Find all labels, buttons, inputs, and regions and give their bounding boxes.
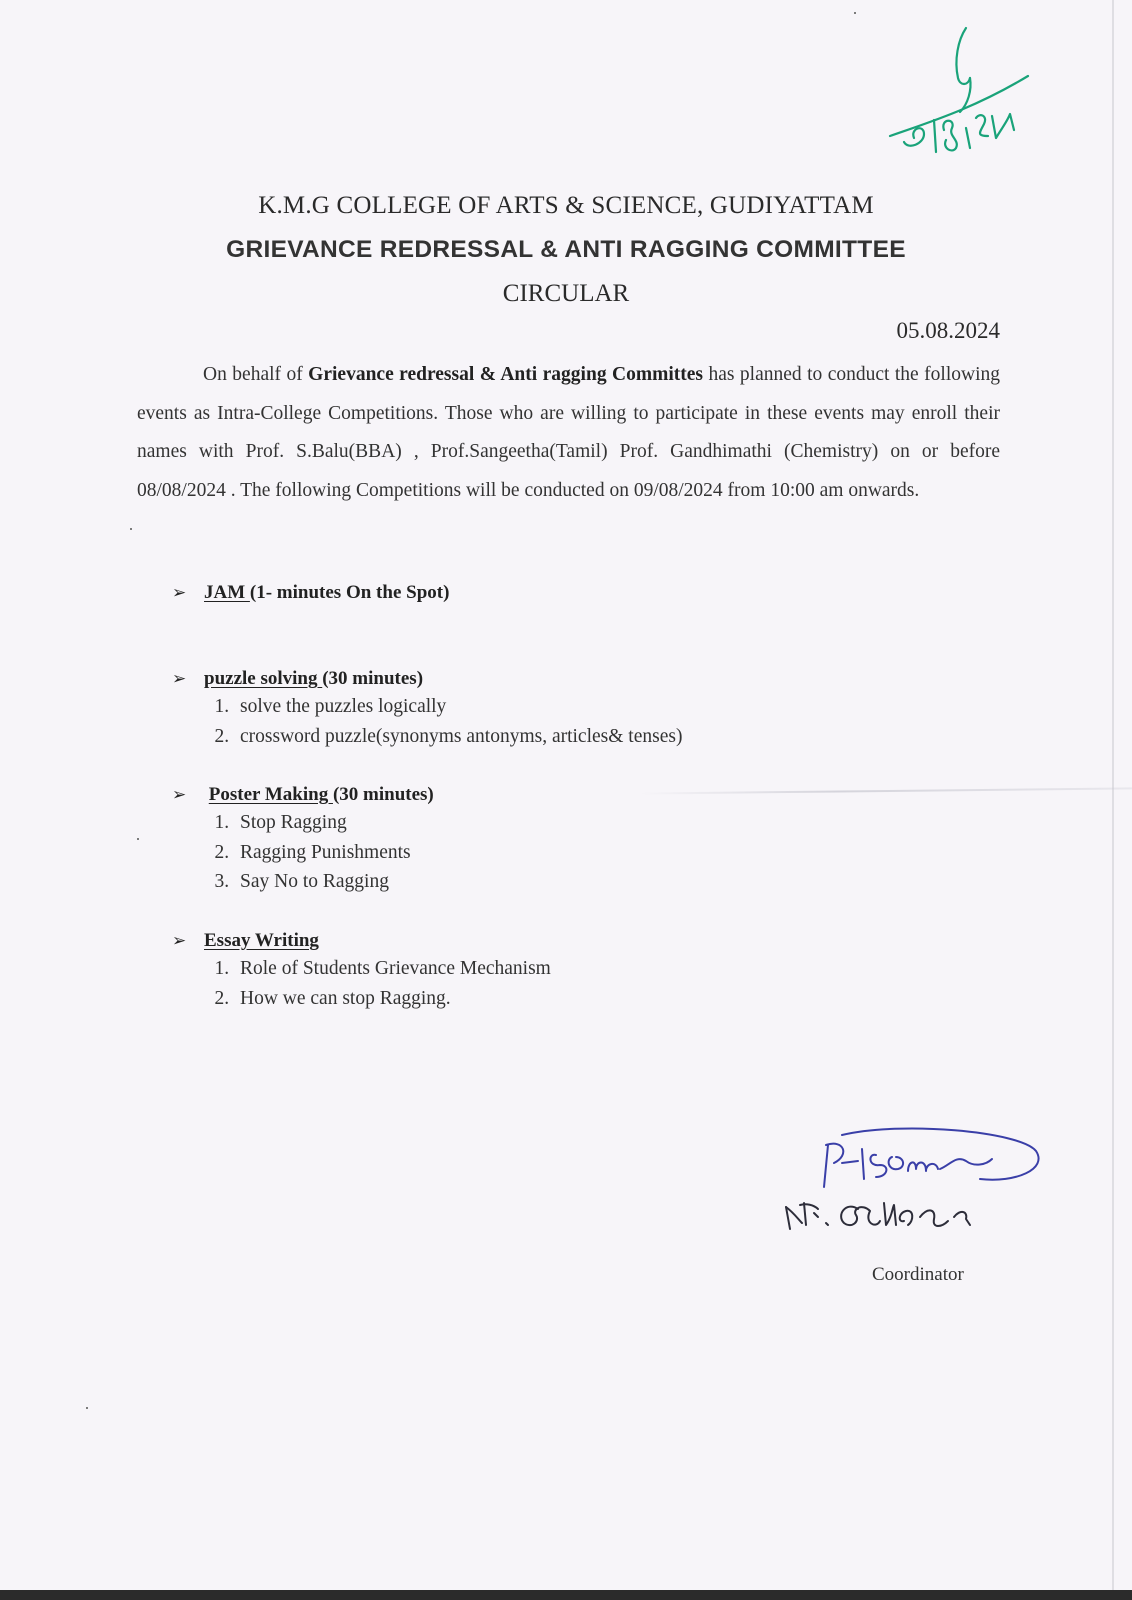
circular-date: 05.08.2024	[896, 318, 1000, 343]
coordinator-signatures	[780, 1125, 1060, 1260]
event-topic: 1. Stop Ragging	[234, 808, 434, 838]
event-topic: 2. Ragging Punishments	[234, 838, 434, 868]
intro-prefix: On behalf of	[203, 364, 309, 385]
event-detail: (1- minutes On the Spot)	[249, 582, 450, 603]
event-poster-making	[172, 784, 434, 897]
scan-speck	[86, 1407, 88, 1409]
event-title: JAM	[204, 582, 250, 603]
college-name: K.M.G COLLEGE OF ARTS & SCIENCE, GUDIYATTAM	[258, 192, 874, 219]
event-heading	[172, 582, 449, 604]
intro-text: has planned to conduct the following events as Intra-College Competitions. Those who are willing to participate in these events may enroll their names with Prof. S.Balu(BBA) , Prof.Sangeetha(Tamil) Prof. Gandhimathi (Chemistry) on or before 08/08/2024 . The following Competitions will be conducted on 09/08/2024 from 10:00 am onwards.	[137, 364, 1000, 501]
event-essay-writing	[172, 930, 551, 1013]
circular-body	[137, 356, 1000, 510]
committee-reference: Grievance redressal & Anti ragging Committes	[308, 364, 703, 385]
document-type: CIRCULAR	[502, 280, 630, 307]
scan-speck	[854, 12, 856, 14]
arrow-bullet-icon: ➢	[172, 583, 187, 602]
event-topic: 3. Say No to Ragging	[234, 867, 434, 897]
black-signature	[786, 1203, 970, 1229]
approval-initials-signature	[880, 20, 1040, 160]
event-detail: (30 minutes)	[322, 668, 424, 689]
event-heading	[172, 668, 682, 690]
event-puzzle-solving	[172, 668, 682, 751]
scan-speck	[130, 528, 132, 530]
event-jam	[172, 582, 449, 604]
event-topic: 1. solve the puzzles logically	[234, 692, 682, 722]
arrow-bullet-icon: ➢	[172, 931, 187, 950]
event-topic: 2. crossword puzzle(synonyms antonyms, articles& tenses)	[234, 722, 682, 752]
event-topic-list	[172, 954, 551, 1013]
blue-signature	[824, 1128, 1039, 1187]
event-heading	[172, 930, 551, 952]
event-title: Essay Writing	[204, 930, 319, 951]
scan-bottom-border	[0, 1590, 1132, 1600]
event-heading	[172, 784, 434, 806]
arrow-bullet-icon: ➢	[172, 785, 187, 804]
arrow-bullet-icon: ➢	[172, 669, 187, 688]
event-topic: 1. Role of Students Grievance Mechanism	[234, 954, 551, 984]
event-topic-list	[172, 692, 682, 751]
event-title: Poster Making	[208, 784, 333, 805]
event-title: puzzle solving	[204, 668, 323, 689]
committee-name: GRIEVANCE REDRESSAL & ANTI RAGGING COMMITTEE	[226, 236, 906, 263]
paper-fold-line	[640, 787, 1132, 794]
coordinator-label: Coordinator	[872, 1264, 964, 1285]
event-topic-list	[172, 808, 434, 897]
event-detail: (30 minutes)	[332, 784, 434, 805]
event-topic: 2. How we can stop Ragging.	[234, 984, 551, 1014]
scan-speck	[137, 838, 139, 840]
